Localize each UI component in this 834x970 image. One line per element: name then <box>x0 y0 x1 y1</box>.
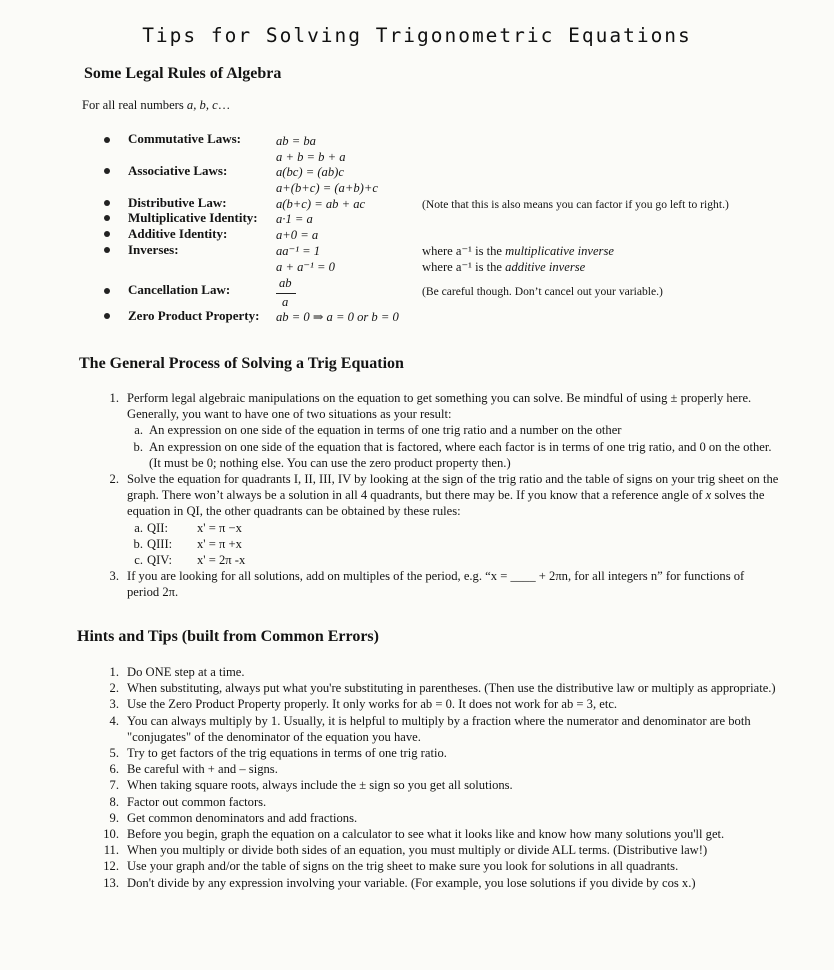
bullet <box>104 200 110 206</box>
list-item: 1. Do ONE step at a time. <box>109 665 245 679</box>
list-item: 8. Factor out common factors. <box>109 794 267 809</box>
cancellation-note: (Be careful though. Don’t cancel out your variable.) <box>422 285 663 298</box>
quadrant-rule: c. QIV: x' = 2π -x <box>134 553 246 567</box>
formula: a + a⁻¹ = 0 <box>276 260 335 274</box>
rule-label-associative: Associative Laws: <box>128 163 228 178</box>
inverse-note-add: where a⁻¹ is the additive inverse <box>422 260 586 274</box>
list-item: 2. When substituting, always put what you're substituting in parentheses. (Then use the distributive law or multiply as appropriate.) <box>109 681 776 696</box>
list-item: 10. Before you begin, graph the equation on a calculator to see what it looks like and know how many solutions you'll get. <box>103 827 725 842</box>
fraction-denominator: a <box>282 295 289 309</box>
formula: aa⁻¹ = 1 <box>276 244 321 258</box>
list-item: 1. Perform legal algebraic manipulations on the equation to get something you can solve. Be mindful of using ± properly here. Generally, you want to have one of two situations as your result: <box>109 391 752 422</box>
formula: a + b = b + a <box>276 150 346 164</box>
formula: a+(b+c) = (a+b)+c <box>276 181 378 195</box>
fraction-numerator: ab <box>279 276 292 290</box>
rule-label-cancellation: Cancellation Law: <box>128 282 231 297</box>
rule-label-commutative: Commutative Laws: <box>128 131 242 146</box>
list-item: a. An expression on one side of the equation in terms of one trig ratio and a number on the other <box>134 423 622 438</box>
page-title: Tips for Solving Trigonometric Equations <box>142 24 692 47</box>
list-item: 5. Try to get factors of the trig equations in terms of one trig ratio. <box>109 746 447 761</box>
quadrant-rule: a. QII: x' = π −x <box>134 520 242 535</box>
rules-heading: Some Legal Rules of Algebra <box>84 65 282 82</box>
formula: a(b+c) = ab + ac <box>276 197 366 211</box>
list-item: 3. If you are looking for all solutions, add on multiples of the period, e.g. “x = ____ + 2πn, for all integers n” for functions of period 2π. <box>109 569 745 600</box>
list-item: 11. When you multiply or divide both sides of an equation, you must multiply or divide ALL terms. (Distributive law!) <box>103 843 708 858</box>
rule-label-inverses: Inverses: <box>128 242 179 257</box>
process-heading: The General Process of Solving a Trig Equation <box>79 355 404 372</box>
inverse-note-mult: where a⁻¹ is the multiplicative inverse <box>422 244 614 258</box>
list-item: 3. Use the Zero Product Property properly. It only works for ab = 0. It does not work for ab = 3, etc. <box>109 697 618 712</box>
list-item: 2. Solve the equation for quadrants I, II, III, IV by looking at the sign of the trig ratio and the table of signs on your trig sheet on the graph. There won’t always be a solution in all 4 quadrants, but there may be. If you know that a reference angle of x solves the equation in QI, the other quadrants can be obtained by these rules: <box>109 472 779 519</box>
bullet <box>104 168 110 174</box>
quadrant-rule: b. QIII: x' = π +x <box>133 536 242 551</box>
formula: ab = 0 ⇒ a = 0 or b = 0 <box>276 310 399 324</box>
formula: a+0 = a <box>276 228 319 242</box>
list-item: 6. Be careful with + and – signs. <box>109 762 278 777</box>
list-item: 4. You can always multiply by 1. Usually, it is helpful to multiply by a fraction where the numerator and denominator are both "conjugates" of the denominator of the equation you have. <box>109 713 751 744</box>
distributive-note: (Note that this is also means you can factor if you go left to right.) <box>422 198 729 211</box>
list-item: 12. Use your graph and/or the table of signs on the trig sheet to make sure you look for solutions in all quadrants. <box>103 859 679 874</box>
formula: a·1 = a <box>276 212 313 226</box>
formula: ab = ba <box>276 134 316 148</box>
bullet <box>104 137 110 143</box>
list-item: b. An expression on one side of the equation that is factored, where each factor is in terms of one trig ratio, and 0 on the other. (It must be 0; nothing else. You can use the zero product property then.) <box>133 439 772 470</box>
process-list <box>99 390 779 601</box>
list-item: 9. Get common denominators and add fractions. <box>109 810 358 825</box>
hints-list <box>99 664 779 891</box>
rule-label-zero-product: Zero Product Property: <box>128 308 260 323</box>
bullet <box>104 215 110 221</box>
rule-label-mult-identity: Multiplicative Identity: <box>128 210 258 225</box>
list-item: 7. When taking square roots, always include the ± sign so you get all solutions. <box>109 778 513 793</box>
bullet <box>104 288 110 294</box>
rule-label-add-identity: Additive Identity: <box>128 226 228 241</box>
bullet <box>104 313 110 319</box>
rule-label-distributive: Distributive Law: <box>128 195 227 210</box>
rules-intro: For all real numbers a, b, c… <box>82 98 231 112</box>
list-item: 13. Don't divide by any expression involving your variable. (For example, you lose solutions if you divide by cos x.) <box>103 875 696 890</box>
bullet <box>104 247 110 253</box>
formula: a(bc) = (ab)c <box>276 165 344 179</box>
bullet <box>104 231 110 237</box>
hints-heading: Hints and Tips (built from Common Errors) <box>77 628 379 645</box>
